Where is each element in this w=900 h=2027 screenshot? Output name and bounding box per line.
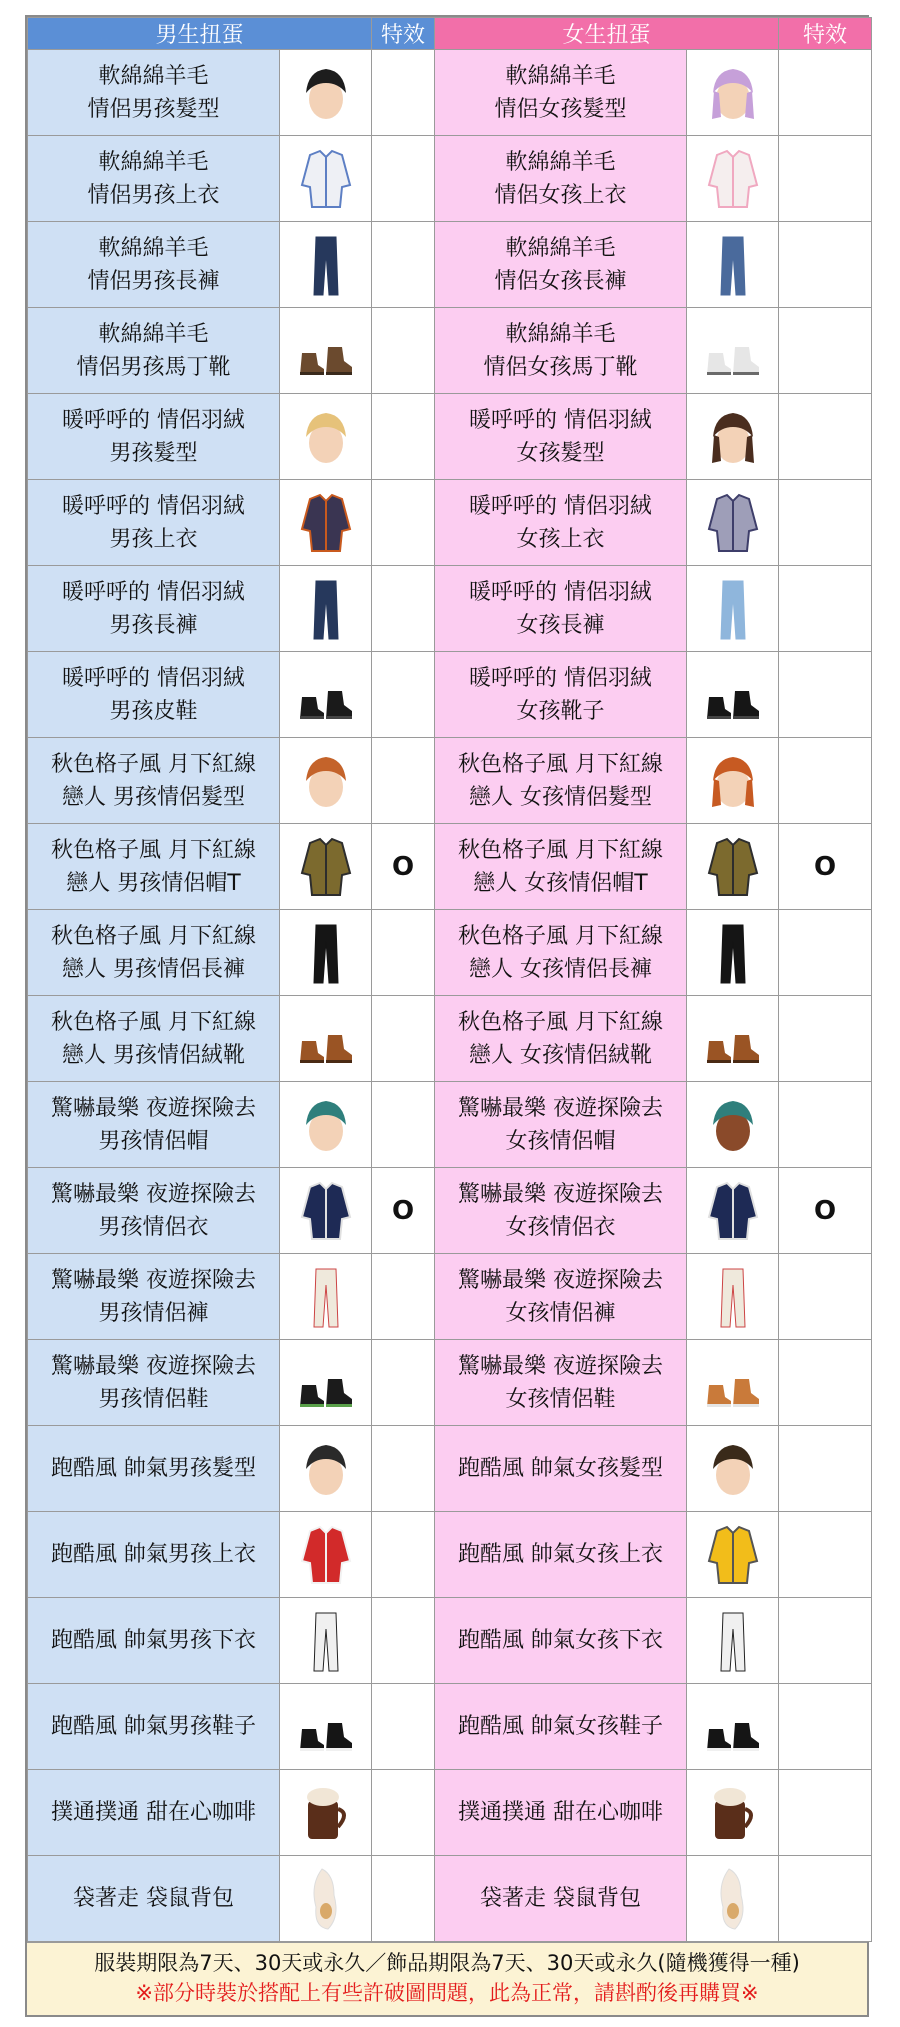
boy-effect-mark <box>372 996 435 1082</box>
girl-effect-mark <box>779 910 872 996</box>
track-pants-icon <box>701 1607 765 1675</box>
cream-pants-icon <box>294 1263 358 1331</box>
boy-item-name: 驚嚇最樂 夜遊探險去 男孩情侶帽 <box>28 1082 280 1168</box>
boy-effect-mark <box>372 222 435 308</box>
girl-effect-mark <box>779 136 872 222</box>
table-row <box>28 738 872 824</box>
boy-item-image <box>280 1856 372 1942</box>
table-row <box>28 910 872 996</box>
girl-item-name: 暖呼呼的 情侶羽絨 女孩長褲 <box>435 566 687 652</box>
girl-item-image <box>687 1340 779 1426</box>
boy-effect-mark <box>372 1254 435 1340</box>
item-grid <box>27 17 872 1942</box>
boy-item-image <box>280 222 372 308</box>
girl-item-image <box>687 1598 779 1684</box>
girl-item-image <box>687 1512 779 1598</box>
duration-note: 服裝期限為7天、30天或永久／飾品期限為7天、30天或永久(隨機獲得一種) <box>94 1951 800 1975</box>
girl-effect-mark <box>779 480 872 566</box>
girl-item-name: 暖呼呼的 情侶羽絨 女孩髮型 <box>435 394 687 480</box>
girl-item-image <box>687 738 779 824</box>
navy-sweater-icon <box>294 1177 358 1245</box>
boy-item-name: 驚嚇最樂 夜遊探險去 男孩情侶鞋 <box>28 1340 280 1426</box>
boy-item-image <box>280 394 372 480</box>
boy-item-name: 驚嚇最樂 夜遊探險去 男孩情侶褲 <box>28 1254 280 1340</box>
girl-effect-mark <box>779 1598 872 1684</box>
sneakers-camo-icon <box>294 1349 358 1417</box>
girl-item-image <box>687 1684 779 1770</box>
girl-effect-mark <box>779 738 872 824</box>
boy-item-image <box>280 136 372 222</box>
girl-item-name: 跑酷風 帥氣女孩下衣 <box>435 1598 687 1684</box>
table-row <box>28 394 872 480</box>
girl-effect-mark <box>779 222 872 308</box>
kangaroo-bag-icon <box>701 1865 765 1933</box>
boy-effect-mark <box>372 1340 435 1426</box>
sneakers-pattern-icon <box>701 1349 765 1417</box>
table-row <box>28 1082 872 1168</box>
boy-item-name: 軟綿綿羊毛 情侶男孩馬丁靴 <box>28 308 280 394</box>
girl-item-name: 秋色格子風 月下紅線 戀人 女孩情侶長褲 <box>435 910 687 996</box>
boots-white-icon <box>701 317 765 385</box>
boy-item-name: 秋色格子風 月下紅線 戀人 男孩情侶絨靴 <box>28 996 280 1082</box>
girl-item-name: 暖呼呼的 情侶羽絨 女孩靴子 <box>435 652 687 738</box>
girl-effect-mark <box>779 1082 872 1168</box>
girl-item-image <box>687 566 779 652</box>
coffee-mug-icon <box>294 1779 358 1847</box>
plaid-jacket-icon <box>701 489 765 557</box>
boy-effect-mark <box>372 1082 435 1168</box>
boy-item-name: 暖呼呼的 情侶羽絨 男孩皮鞋 <box>28 652 280 738</box>
girl-item-image <box>687 1082 779 1168</box>
black-pants-icon <box>701 919 765 987</box>
girl-effect-mark <box>779 1684 872 1770</box>
table-row <box>28 480 872 566</box>
jeans-dark-icon <box>294 231 358 299</box>
girl-effect-mark <box>779 50 872 136</box>
table-row <box>28 1856 872 1942</box>
girl-effect-header: 特效 <box>779 18 872 50</box>
jeans-light-icon <box>701 575 765 643</box>
boy-item-name: 跑酷風 帥氣男孩下衣 <box>28 1598 280 1684</box>
table-row <box>28 1684 872 1770</box>
boy-item-name: 秋色格子風 月下紅線 戀人 男孩情侶帽T <box>28 824 280 910</box>
boy-item-name: 跑酷風 帥氣男孩鞋子 <box>28 1684 280 1770</box>
boy-item-name: 秋色格子風 月下紅線 戀人 男孩情侶髮型 <box>28 738 280 824</box>
coffee-mug-icon <box>701 1779 765 1847</box>
jeans-dark-icon <box>294 575 358 643</box>
beanie-headphones-icon <box>294 1435 358 1503</box>
girl-item-image <box>687 394 779 480</box>
girl-item-image <box>687 824 779 910</box>
table-row <box>28 308 872 394</box>
table-row <box>28 824 872 910</box>
boy-effect-mark <box>372 394 435 480</box>
plaid-hoodie-icon <box>701 833 765 901</box>
boy-item-image <box>280 1340 372 1426</box>
boy-item-name: 跑酷風 帥氣男孩上衣 <box>28 1512 280 1598</box>
boy-effect-mark <box>372 566 435 652</box>
girl-effect-mark <box>779 1770 872 1856</box>
girl-item-image <box>687 222 779 308</box>
girl-item-name: 跑酷風 帥氣女孩上衣 <box>435 1512 687 1598</box>
navy-sweater-icon <box>701 1177 765 1245</box>
boy-effect-mark <box>372 652 435 738</box>
girl-effect-mark: O <box>779 824 872 910</box>
boy-item-image <box>280 824 372 910</box>
girl-item-image <box>687 1770 779 1856</box>
table-row <box>28 1770 872 1856</box>
girl-item-image <box>687 308 779 394</box>
clipping-warning: ※部分時裝於搭配上有些許破圖問題，此為正常，請斟酌後再購買※ <box>135 1981 759 2005</box>
boy-effect-mark <box>372 480 435 566</box>
boy-item-image <box>280 1254 372 1340</box>
boy-effect-mark <box>372 1598 435 1684</box>
boy-item-image <box>280 738 372 824</box>
girl-item-name: 軟綿綿羊毛 情侶女孩馬丁靴 <box>435 308 687 394</box>
header-row <box>28 18 872 50</box>
boy-item-name: 軟綿綿羊毛 情侶男孩上衣 <box>28 136 280 222</box>
boy-effect-mark <box>372 1684 435 1770</box>
boy-item-image <box>280 480 372 566</box>
red-jacket-icon <box>294 1521 358 1589</box>
boy-effect-mark <box>372 308 435 394</box>
girl-effect-mark <box>779 566 872 652</box>
girl-item-name: 秋色格子風 月下紅線 戀人 女孩情侶帽T <box>435 824 687 910</box>
girl-item-name: 撲通撲通 甜在心咖啡 <box>435 1770 687 1856</box>
boy-item-name: 袋著走 袋鼠背包 <box>28 1856 280 1942</box>
headband-hair-icon <box>701 1435 765 1503</box>
boy-effect-mark <box>372 50 435 136</box>
boy-item-name: 跑酷風 帥氣男孩髮型 <box>28 1426 280 1512</box>
boy-item-image <box>280 1770 372 1856</box>
girl-item-name: 袋著走 袋鼠背包 <box>435 1856 687 1942</box>
boy-effect-mark: O <box>372 824 435 910</box>
boy-effect-mark <box>372 1770 435 1856</box>
girl-effect-mark <box>779 1426 872 1512</box>
notice-footer <box>27 1942 867 2015</box>
girl-item-name: 跑酷風 帥氣女孩髮型 <box>435 1426 687 1512</box>
hair-black-icon <box>294 59 358 127</box>
hair-orange-curly-icon <box>294 747 358 815</box>
boy-item-image <box>280 1598 372 1684</box>
table-row <box>28 1340 872 1426</box>
black-pants-icon <box>294 919 358 987</box>
boy-item-name: 撲通撲通 甜在心咖啡 <box>28 1770 280 1856</box>
boy-item-name: 秋色格子風 月下紅線 戀人 男孩情侶長褲 <box>28 910 280 996</box>
boy-item-image <box>280 652 372 738</box>
girl-item-name: 軟綿綿羊毛 情侶女孩髮型 <box>435 50 687 136</box>
yellow-jacket-icon <box>701 1521 765 1589</box>
girl-item-image <box>687 1856 779 1942</box>
boy-item-image <box>280 1684 372 1770</box>
cream-pants-icon <box>701 1263 765 1331</box>
girl-item-image <box>687 50 779 136</box>
boy-item-name: 暖呼呼的 情侶羽絨 男孩髮型 <box>28 394 280 480</box>
girl-item-image <box>687 480 779 566</box>
girl-item-name: 驚嚇最樂 夜遊探險去 女孩情侶鞋 <box>435 1340 687 1426</box>
table-row <box>28 50 872 136</box>
boy-item-name: 暖呼呼的 情侶羽絨 男孩長褲 <box>28 566 280 652</box>
black-boots-icon <box>701 661 765 729</box>
girl-item-name: 軟綿綿羊毛 情侶女孩上衣 <box>435 136 687 222</box>
girl-item-image <box>687 652 779 738</box>
boy-item-image <box>280 996 372 1082</box>
girl-item-image <box>687 1254 779 1340</box>
track-pants-icon <box>294 1607 358 1675</box>
girl-item-name: 驚嚇最樂 夜遊探險去 女孩情侶帽 <box>435 1082 687 1168</box>
boy-item-image <box>280 1168 372 1254</box>
boy-item-image <box>280 50 372 136</box>
boy-item-image <box>280 1512 372 1598</box>
table-row <box>28 1512 872 1598</box>
plaid-hoodie-icon <box>294 833 358 901</box>
boots-brown-icon <box>294 317 358 385</box>
girl-item-name: 秋色格子風 月下紅線 戀人 女孩情侶髮型 <box>435 738 687 824</box>
boy-item-image <box>280 910 372 996</box>
boy-item-name: 軟綿綿羊毛 情侶男孩髮型 <box>28 50 280 136</box>
boy-effect-mark: O <box>372 1168 435 1254</box>
table-row <box>28 1426 872 1512</box>
boy-item-name: 驚嚇最樂 夜遊探險去 男孩情侶衣 <box>28 1168 280 1254</box>
boy-effect-mark <box>372 1856 435 1942</box>
beanie-girl-icon <box>701 1091 765 1159</box>
table-row <box>28 1168 872 1254</box>
girl-item-name: 軟綿綿羊毛 情侶女孩長褲 <box>435 222 687 308</box>
table-row <box>28 1598 872 1684</box>
girl-effect-mark <box>779 1856 872 1942</box>
beanie-boy-icon <box>294 1091 358 1159</box>
boy-effect-mark <box>372 910 435 996</box>
girl-effect-mark <box>779 652 872 738</box>
table-row <box>28 652 872 738</box>
boy-item-image <box>280 566 372 652</box>
black-sneakers-icon <box>294 1693 358 1761</box>
boy-item-image <box>280 308 372 394</box>
girl-effect-mark <box>779 996 872 1082</box>
girl-effect-mark <box>779 308 872 394</box>
boy-item-image <box>280 1082 372 1168</box>
suede-boots-icon <box>294 1005 358 1073</box>
boy-effect-mark <box>372 1426 435 1512</box>
jeans-slim-icon <box>701 231 765 299</box>
black-sneakers-icon <box>701 1693 765 1761</box>
girl-gacha-header: 女生扭蛋 <box>435 18 779 50</box>
boy-effect-header: 特效 <box>372 18 435 50</box>
gacha-item-table <box>25 15 869 2017</box>
puffer-jacket-icon <box>294 489 358 557</box>
table-row <box>28 996 872 1082</box>
girl-effect-mark: O <box>779 1168 872 1254</box>
boy-item-name: 軟綿綿羊毛 情侶男孩長褲 <box>28 222 280 308</box>
boy-item-image <box>280 1426 372 1512</box>
boy-item-name: 暖呼呼的 情侶羽絨 男孩上衣 <box>28 480 280 566</box>
girl-item-name: 秋色格子風 月下紅線 戀人 女孩情侶絨靴 <box>435 996 687 1082</box>
girl-effect-mark <box>779 1340 872 1426</box>
suede-boots-icon <box>701 1005 765 1073</box>
girl-item-name: 驚嚇最樂 夜遊探險去 女孩情侶衣 <box>435 1168 687 1254</box>
girl-item-name: 暖呼呼的 情侶羽絨 女孩上衣 <box>435 480 687 566</box>
girl-item-image <box>687 996 779 1082</box>
jacket-blue-white-icon <box>294 145 358 213</box>
boy-effect-mark <box>372 738 435 824</box>
hair-rainbow-icon <box>701 59 765 127</box>
girl-item-name: 驚嚇最樂 夜遊探險去 女孩情侶褲 <box>435 1254 687 1340</box>
girl-item-image <box>687 136 779 222</box>
hair-blonde-icon <box>294 403 358 471</box>
kangaroo-bag-icon <box>294 1865 358 1933</box>
girl-effect-mark <box>779 394 872 480</box>
table-row <box>28 136 872 222</box>
leather-shoes-icon <box>294 661 358 729</box>
table-row <box>28 1254 872 1340</box>
table-row <box>28 222 872 308</box>
girl-item-image <box>687 1426 779 1512</box>
girl-item-image <box>687 1168 779 1254</box>
jacket-pink-white-icon <box>701 145 765 213</box>
girl-effect-mark <box>779 1512 872 1598</box>
girl-item-name: 跑酷風 帥氣女孩鞋子 <box>435 1684 687 1770</box>
girl-effect-mark <box>779 1254 872 1340</box>
hair-orange-bob-icon <box>701 747 765 815</box>
hair-brown-long-icon <box>701 403 765 471</box>
table-row <box>28 566 872 652</box>
boy-effect-mark <box>372 136 435 222</box>
boy-gacha-header: 男生扭蛋 <box>28 18 372 50</box>
girl-item-image <box>687 910 779 996</box>
boy-effect-mark <box>372 1512 435 1598</box>
